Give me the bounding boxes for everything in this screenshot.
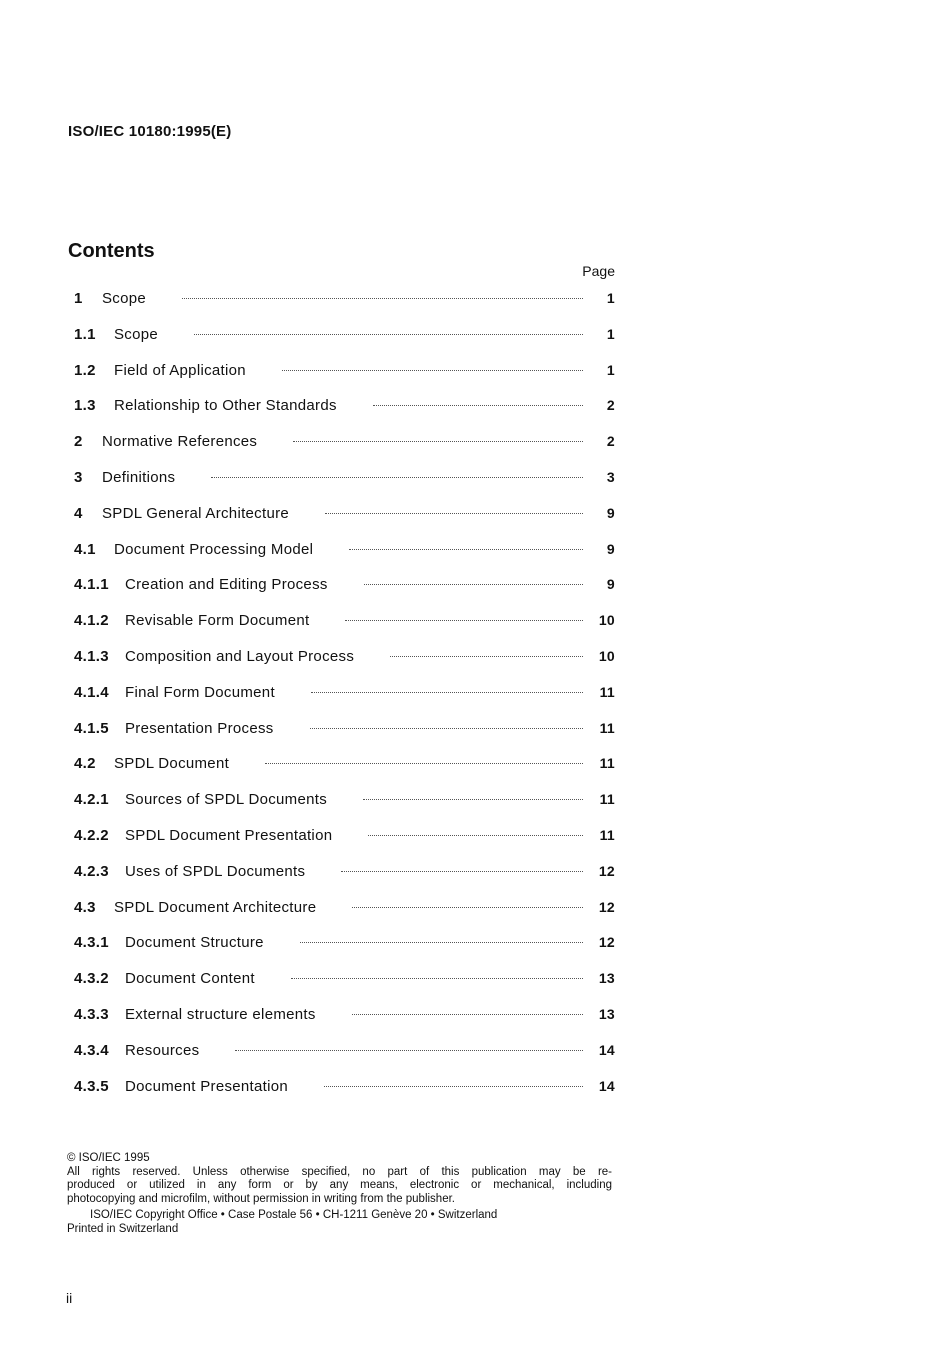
- toc-entry-title: SPDL Document Architecture: [114, 898, 317, 916]
- dot-leader: [352, 1014, 583, 1015]
- copyright-notice: © ISO/IEC 1995: [67, 1152, 150, 1164]
- toc-entry[interactable]: [74, 433, 615, 469]
- toc-entry[interactable]: [74, 362, 615, 398]
- toc-entry-title: Presentation Process: [125, 719, 274, 737]
- toc-entry-number: 4.2.2: [74, 826, 109, 844]
- toc-entry-page: 2: [606, 433, 615, 450]
- dot-leader: [300, 942, 583, 943]
- toc-entry-page: 14: [598, 1077, 615, 1094]
- toc-entry-page: 1: [606, 290, 615, 306]
- toc-entry-page: 11: [599, 791, 615, 808]
- toc-entry-page: 14: [598, 1041, 615, 1058]
- toc-entry-title: Document Structure: [125, 934, 264, 952]
- toc-entry-number: 4.1.4: [74, 683, 109, 701]
- toc-entry[interactable]: [74, 827, 615, 863]
- toc-entry[interactable]: [74, 1078, 615, 1114]
- toc-entry-page: 9: [606, 540, 615, 557]
- toc-entry-title: SPDL General Architecture: [102, 504, 290, 522]
- toc-entry-title: Resources: [125, 1041, 200, 1059]
- toc-entry-page: 10: [598, 647, 615, 664]
- toc-entry[interactable]: [74, 791, 615, 827]
- dot-leader: [211, 477, 583, 478]
- toc-entry-title: Composition and Layout Process: [125, 647, 355, 665]
- toc-entry-title: Field of Application: [114, 361, 246, 379]
- dot-leader: [352, 907, 583, 908]
- page-number: ii: [66, 1290, 73, 1306]
- toc-entry[interactable]: [74, 863, 615, 899]
- toc-entry-title: SPDL Document Presentation: [125, 826, 333, 844]
- toc-entry-number: 4.1.5: [74, 719, 109, 737]
- dot-leader: [235, 1050, 583, 1051]
- dot-leader: [310, 728, 583, 729]
- toc-entry-number: 4.3.4: [74, 1041, 109, 1059]
- toc-entry-number: 1.1: [74, 325, 96, 343]
- toc-entry[interactable]: [74, 541, 615, 577]
- toc-entry-title: Normative References: [102, 433, 258, 451]
- dot-leader: [373, 405, 583, 406]
- toc-entry-title: Definitions: [102, 468, 176, 486]
- toc-entry-page: 13: [598, 970, 615, 987]
- toc-entry-number: 4.3.5: [74, 1077, 109, 1095]
- dot-leader: [341, 871, 583, 872]
- printed-location: Printed in Switzerland: [67, 1222, 179, 1235]
- toc-entry-number: 4.2: [74, 755, 96, 773]
- toc-entry[interactable]: [74, 397, 615, 433]
- toc-entry-title: Uses of SPDL Documents: [125, 862, 306, 880]
- toc-entry-page: 11: [599, 719, 615, 736]
- toc-entry-number: 4.2.1: [74, 791, 109, 809]
- toc-entry-page: 3: [606, 468, 615, 485]
- page-column-label: Page: [582, 263, 615, 279]
- toc-entry-page: 9: [606, 504, 615, 521]
- toc-entry-title: Relationship to Other Standards: [114, 397, 337, 415]
- toc-entry-page: 13: [598, 1005, 615, 1022]
- toc-entry[interactable]: [74, 648, 615, 684]
- toc-entry-title: Document Presentation: [125, 1077, 289, 1095]
- toc-entry-title: Document Processing Model: [114, 540, 314, 558]
- toc-entry[interactable]: [74, 755, 615, 791]
- toc-entry-number: 4.1.1: [74, 576, 109, 594]
- toc-entry-number: 4.1.3: [74, 647, 109, 665]
- dot-leader: [364, 584, 583, 585]
- toc-entry[interactable]: [74, 720, 615, 756]
- toc-entry-page: 10: [598, 612, 615, 629]
- toc-entry-page: 12: [598, 934, 615, 951]
- dot-leader: [363, 799, 583, 800]
- toc-entry-title: Scope: [102, 290, 147, 307]
- toc-entry[interactable]: [74, 970, 615, 1006]
- toc-entry-page: 1: [606, 325, 615, 342]
- dot-leader: [345, 620, 583, 621]
- toc-entry-title: External structure elements: [125, 1005, 316, 1023]
- dot-leader: [265, 763, 583, 764]
- contents-title: Contents: [68, 240, 155, 262]
- toc-entry[interactable]: [74, 290, 615, 326]
- toc-entry-title: Sources of SPDL Documents: [125, 791, 328, 809]
- toc-entry-number: 3: [74, 468, 83, 486]
- dot-leader: [324, 1086, 583, 1087]
- copyright-text-line: photocopying and microfilm, without permission in writing from the publisher.: [67, 1192, 455, 1205]
- toc-entry-title: Document Content: [125, 970, 255, 988]
- toc-entry-number: 4.3.1: [74, 934, 109, 952]
- toc-entry[interactable]: [74, 684, 615, 720]
- toc-entry-page: 11: [599, 755, 615, 772]
- toc-entry-page: 2: [606, 397, 615, 414]
- toc-entry-page: 1: [606, 361, 615, 378]
- toc-entry-number: 1: [74, 290, 83, 307]
- toc-entry[interactable]: [74, 899, 615, 935]
- dot-leader: [390, 656, 583, 657]
- dot-leader: [182, 298, 583, 299]
- toc-entry-page: 12: [598, 898, 615, 915]
- dot-leader: [293, 441, 583, 442]
- toc-entry-title: Revisable Form Document: [125, 612, 310, 630]
- toc-entry-page: 11: [599, 683, 615, 700]
- copyright-text-line: produced or utilized in any form or by any means, electronic or mechanical, including: [67, 1179, 612, 1191]
- toc-entry[interactable]: [74, 505, 615, 541]
- toc-entry-title: Creation and Editing Process: [125, 576, 328, 594]
- dot-leader: [349, 549, 583, 550]
- toc-entry[interactable]: [74, 469, 615, 505]
- dot-leader: [194, 334, 583, 335]
- dot-leader: [368, 835, 583, 836]
- copyright-office-address: ISO/IEC Copyright Office • Case Postale 56 • CH-1211 Genève 20 • Switzerland: [90, 1209, 498, 1221]
- dot-leader: [291, 978, 583, 979]
- table-of-contents: [74, 290, 615, 1113]
- dot-leader: [282, 370, 583, 371]
- toc-entry-title: Scope: [114, 325, 159, 343]
- toc-entry[interactable]: [74, 326, 615, 362]
- toc-entry[interactable]: [74, 576, 615, 612]
- toc-entry-number: 4.1.2: [74, 612, 109, 630]
- copyright-block: [67, 1152, 612, 1236]
- dot-leader: [325, 513, 583, 514]
- document-code: ISO/IEC 10180:1995(E): [68, 123, 232, 140]
- toc-entry[interactable]: [74, 1042, 615, 1078]
- copyright-text-line: All rights reserved. Unless otherwise specified, no part of this publication may be re-: [67, 1165, 612, 1178]
- toc-entry-number: 1.3: [74, 397, 96, 415]
- dot-leader: [311, 692, 583, 693]
- toc-entry[interactable]: [74, 612, 615, 648]
- toc-entry[interactable]: [74, 1006, 615, 1042]
- toc-entry[interactable]: [74, 934, 615, 970]
- toc-entry-number: 2: [74, 433, 83, 451]
- toc-entry-number: 4.1: [74, 540, 96, 558]
- toc-entry-number: 4.3.2: [74, 970, 109, 988]
- toc-entry-number: 4.3: [74, 898, 96, 916]
- toc-entry-page: 9: [606, 576, 615, 593]
- toc-entry-number: 4.3.3: [74, 1005, 109, 1023]
- toc-entry-title: SPDL Document: [114, 755, 230, 773]
- toc-entry-number: 4: [74, 504, 83, 522]
- toc-entry-number: 1.2: [74, 361, 96, 379]
- toc-entry-page: 11: [599, 826, 615, 843]
- toc-entry-number: 4.2.3: [74, 862, 109, 880]
- toc-entry-title: Final Form Document: [125, 683, 275, 701]
- toc-entry-page: 12: [598, 862, 615, 879]
